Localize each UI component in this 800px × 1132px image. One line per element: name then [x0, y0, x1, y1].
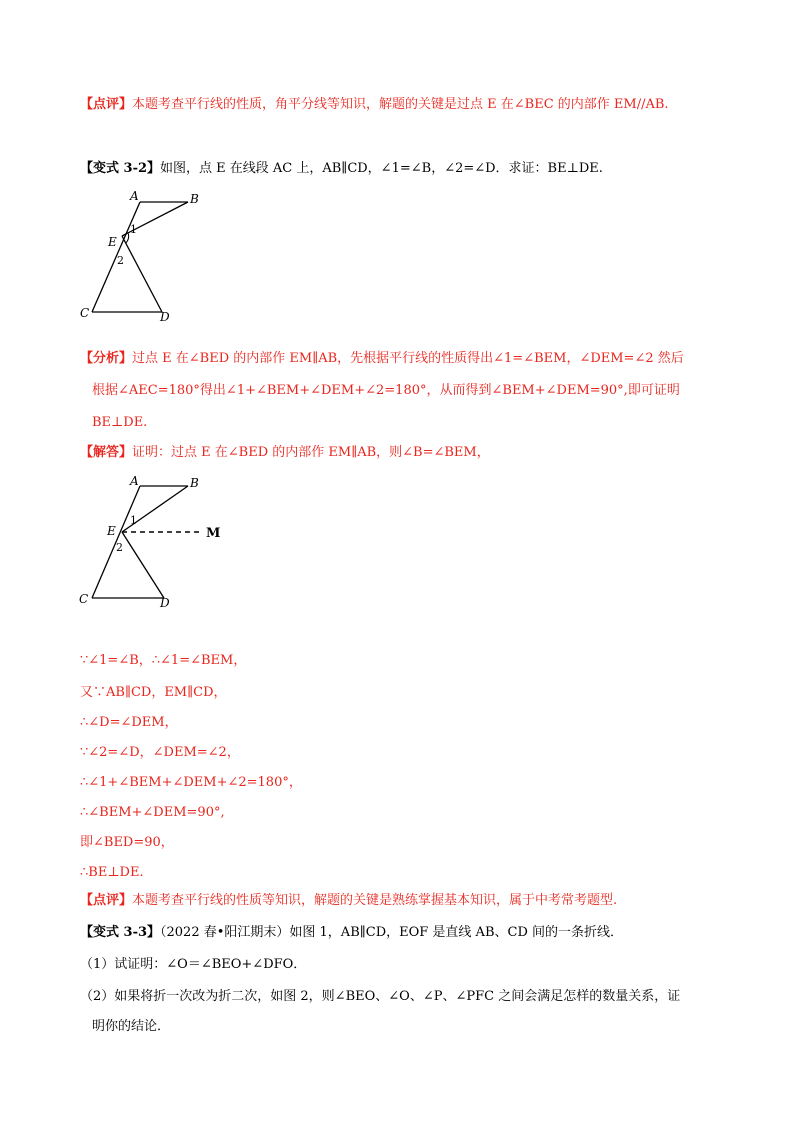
variant-3-3-text: （2022 春•阳江期末）如图 1，AB∥CD，EOF 是直线 AB、CD 间的一条折线．: [160, 925, 623, 940]
label-angle-1: 1: [130, 514, 137, 527]
label-c: C: [80, 306, 90, 320]
answer-tag: 【解答】: [80, 445, 133, 460]
label-m: M: [206, 526, 221, 541]
label-e: E: [108, 235, 117, 249]
label-angle-2: 2: [117, 254, 124, 267]
proof-step-8: ∴BE⊥DE.: [80, 865, 144, 880]
proof-step-3: ∴∠D=∠DEM，: [80, 715, 178, 730]
label-b: B: [190, 192, 199, 206]
proof-step-2: 又∵AB∥CD，EM∥CD，: [80, 685, 227, 700]
review-2-text: 本题考查平行线的性质等知识，解题的关键是熟练掌握基本知识，属于中考常考题型.: [132, 893, 618, 908]
variant-3-3-q1: （1）试证明：∠O＝∠BEO+∠DFO．: [80, 957, 307, 972]
variant-3-3-q2-line-2: 明你的结论．: [92, 1019, 171, 1034]
label-d: D: [160, 310, 170, 324]
answer-line: [80, 444, 490, 462]
segment-ed: [122, 236, 162, 312]
variant-3-2-text: 如图，点 E 在线段 AC 上，AB∥CD，∠1=∠B，∠2=∠D．求证：BE⊥DE.: [160, 161, 603, 176]
review-1-text: 本题考查平行线的性质，角平分线等知识，解题的关键是过点 E 在∠BEC 的内部作 EM//AB.: [132, 97, 669, 112]
figure-1: [70, 186, 220, 326]
answer-text: 证明：过点 E 在∠BED 的内部作 EM∥AB，则∠B=∠BEM，: [132, 445, 490, 460]
variant-3-3-tag: 【变式 3-3】: [80, 925, 161, 940]
review-1-tag: 【点评】: [80, 97, 133, 112]
label-e: E: [107, 524, 116, 538]
label-a: A: [130, 189, 139, 203]
variant-3-2-heading: [80, 160, 603, 178]
analysis-text-1: 过点 E 在∠BED 的内部作 EM∥AB，先根据平行线的性质得出∠1=∠BEM，∠DEM=∠2 然后: [132, 351, 684, 366]
variant-3-3-heading: [80, 924, 623, 942]
label-angle-2: 2: [116, 541, 123, 554]
label-a: A: [130, 474, 139, 488]
proof-step-1: ∵∠1=∠B，∴∠1=∠BEM，: [80, 653, 247, 668]
segment-ed: [122, 532, 164, 598]
variant-3-3-q2-line-1: （2）如果将折一次改为折二次，如图 2，则∠BEO、∠O、∠P、∠PFC 之间会满足怎样的数量关系，证: [80, 989, 681, 1004]
proof-step-6: ∴∠BEM+∠DEM=90°,: [80, 805, 225, 820]
analysis-tag: 【分析】: [80, 351, 133, 366]
review-2-tag: 【点评】: [80, 893, 133, 908]
review-2: [80, 892, 617, 910]
variant-3-2-tag: 【变式 3-2】: [80, 161, 161, 176]
proof-step-5: ∴∠1+∠BEM+∠DEM+∠2=180°，: [80, 775, 302, 790]
label-d: D: [160, 596, 170, 610]
proof-step-7: 即∠BED=90，: [80, 835, 174, 850]
review-1: [80, 96, 669, 114]
analysis-line-3: BE⊥DE.: [92, 415, 148, 430]
analysis-line-2: 根据∠AEC=180°得出∠1+∠BEM+∠DEM+∠2=180°，从而得到∠BEM+∠DEM=90°,即可证明: [92, 383, 680, 398]
label-b: B: [190, 476, 199, 490]
analysis-line-1: [80, 350, 684, 368]
label-angle-1: 1: [130, 223, 137, 236]
proof-step-4: ∵∠2=∠D，∠DEM=∠2，: [80, 745, 240, 760]
figure-2: [70, 472, 240, 612]
label-c: C: [79, 592, 89, 606]
